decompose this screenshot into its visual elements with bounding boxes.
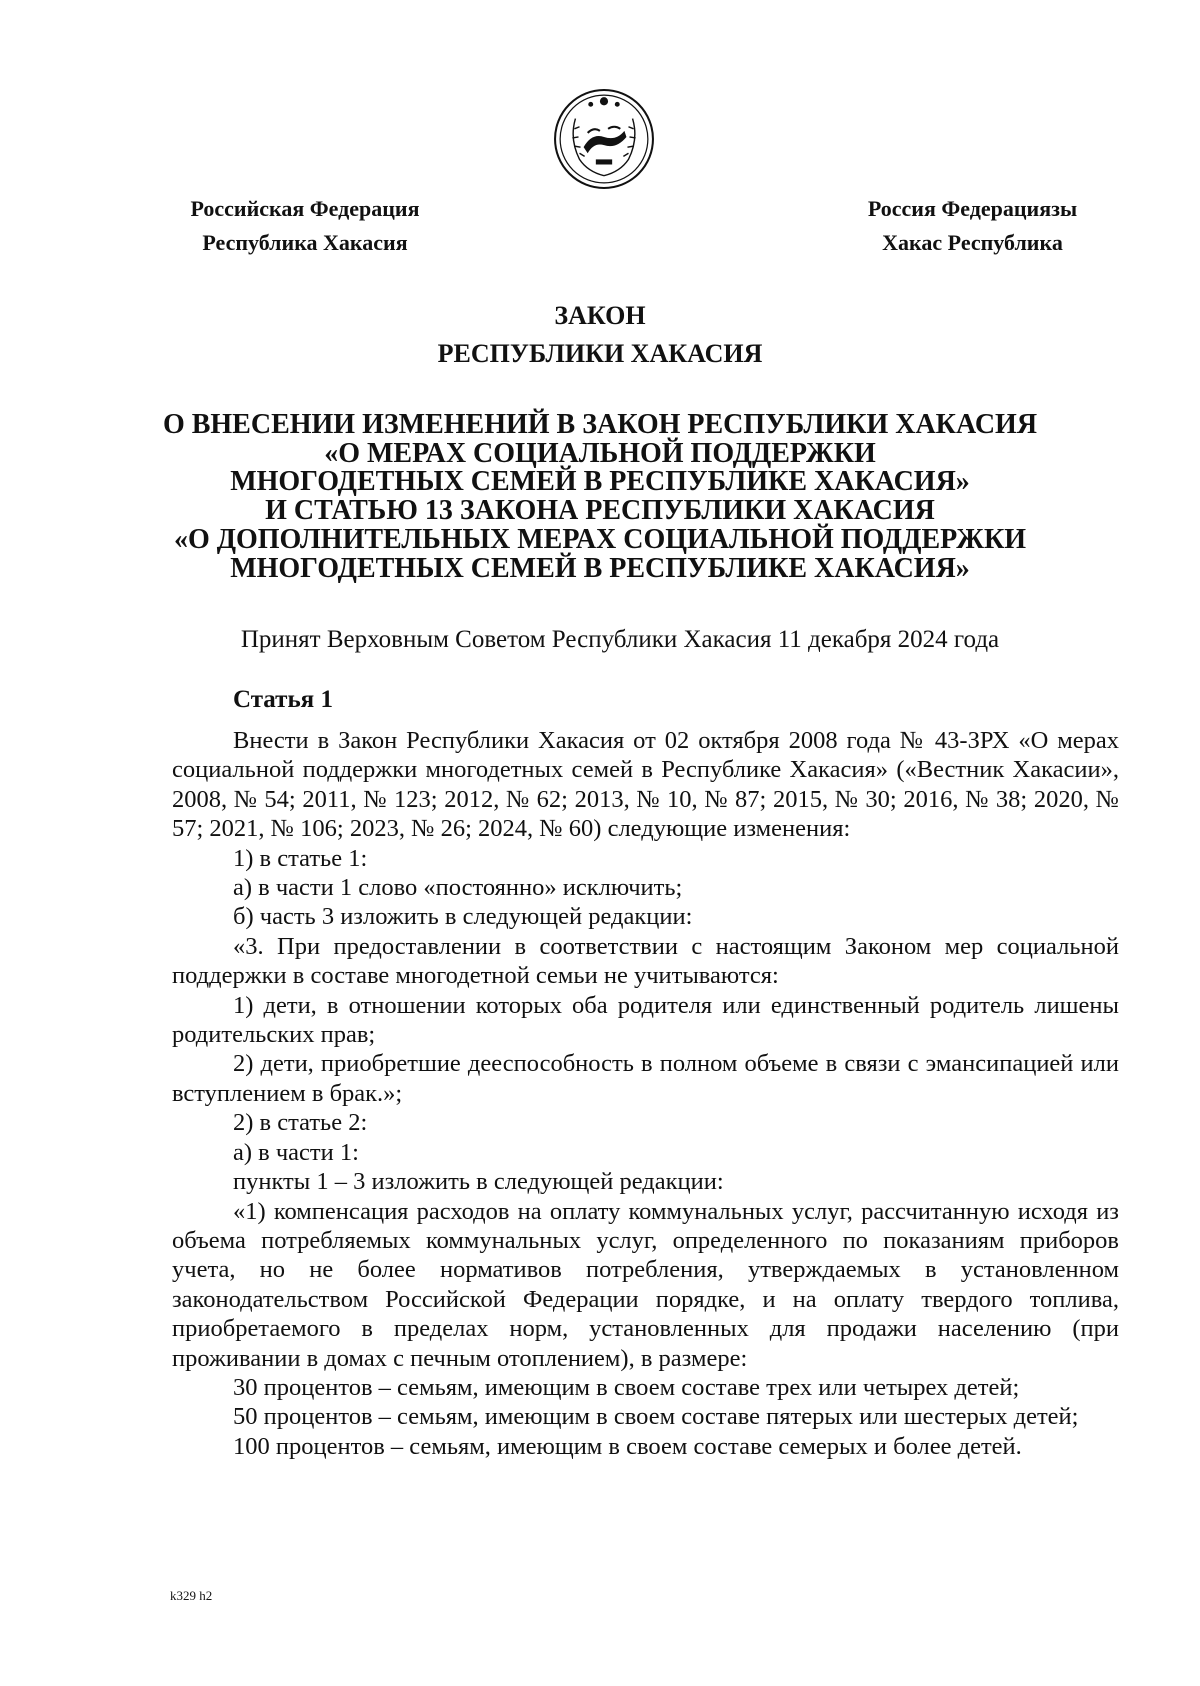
paragraph: Внести в Закон Республики Хакасия от 02 октября 2008 года № 43-ЗРХ «О мерах социальной поддержки многодетных семей в Республике Хакасия» («Вестник Хакасии», 2008, № 54; 2011, № 123; 2012, № 62; 2013, № 10, № 87; 2015, № 30; 2016, № 38; 2020, № 57; 2021, № 106; 2023, № 26; 2024, № 60) следующие изменения: <box>172 727 1119 843</box>
paragraph: б) часть 3 изложить в следующей редакции: <box>233 903 693 931</box>
header-right <box>835 192 1110 260</box>
paragraph: а) в части 1: <box>233 1138 359 1166</box>
paragraph: 30 процентов – семьям, имеющим в своем составе трех или четырех детей; <box>233 1373 1020 1401</box>
article-body <box>172 726 1119 1461</box>
header-left <box>160 192 450 260</box>
law-title-republic: РЕСПУБЛИКИ ХАКАСИЯ <box>437 339 763 368</box>
subject-line: «О ДОПОЛНИТЕЛЬНЫХ МЕРАХ СОЦИАЛЬНОЙ ПОДДЕРЖКИ <box>173 523 1027 555</box>
paragraph: а) в части 1 слово «постоянно» исключить; <box>233 874 683 902</box>
paragraph: 2) в статье 2: <box>233 1109 368 1137</box>
paragraph: 1) в статье 1: <box>233 844 368 872</box>
paragraph: «1) компенсация расходов на оплату коммунальных услуг, рассчитанную исходя из объема потребляемых коммунальных услуг, определенного по показаниям приборов учета, но не более нормативов потребления, утверждаемых в установленном законодательством Российской Федерации порядке, и на оплату твердого топлива, приобретаемого в пределах норм, установленных для продажи населению (при проживании в домах с печным отоплением), в размере: <box>172 1197 1119 1372</box>
subject-line: И СТАТЬЮ 13 ЗАКОНА РЕСПУБЛИКИ ХАКАСИЯ <box>265 495 935 527</box>
law-title: ЗАКОН <box>554 301 646 330</box>
paragraph: 100 процентов – семьям, имеющим в своем составе семерых и более детей. <box>233 1432 1022 1460</box>
law-subject <box>160 411 1040 583</box>
subject-line: МНОГОДЕТНЫХ СЕМЕЙ В РЕСПУБЛИКЕ ХАКАСИЯ» <box>230 466 970 498</box>
subject-line: «О МЕРАХ СОЦИАЛЬНОЙ ПОДДЕРЖКИ <box>324 437 876 469</box>
article-title: Статья 1 <box>233 686 333 713</box>
header-right-line2: Хакас Республика <box>882 230 1063 255</box>
paragraph: 50 процентов – семьям, имеющим в своем составе пятерых или шестерых детей; <box>233 1403 1079 1431</box>
coat-of-arms-icon <box>553 88 655 190</box>
paragraph: 2) дети, приобретшие дееспособность в полном объеме в связи с эмансипацией или вступлением в брак.»; <box>172 1050 1119 1107</box>
header-left-line1: Российская Федерация <box>190 196 420 221</box>
subject-line: МНОГОДЕТНЫХ СЕМЕЙ В РЕСПУБЛИКЕ ХАКАСИЯ» <box>230 552 970 584</box>
subject-line: О ВНЕСЕНИИ ИЗМЕНЕНИЙ В ЗАКОН РЕСПУБЛИКИ ХАКАСИЯ <box>162 409 1038 440</box>
header-right-line1: Россия Федерациязы <box>867 196 1078 221</box>
paragraph: «3. При предоставлении в соответствии с настоящим Законом мер социальной поддержки в составе многодетной семьи не учитываются: <box>172 932 1119 990</box>
paragraph: пункты 1 – 3 изложить в следующей редакции: <box>233 1168 724 1196</box>
adoption-note: Принят Верховным Советом Республики Хакасия 11 декабря 2024 года <box>240 626 1000 653</box>
paragraph: 1) дети, в отношении которых оба родителя или единственный родитель лишены родительских прав; <box>172 991 1119 1049</box>
header-left-line2: Республика Хакасия <box>202 230 408 255</box>
document-code: k329 h2 <box>170 1588 213 1603</box>
